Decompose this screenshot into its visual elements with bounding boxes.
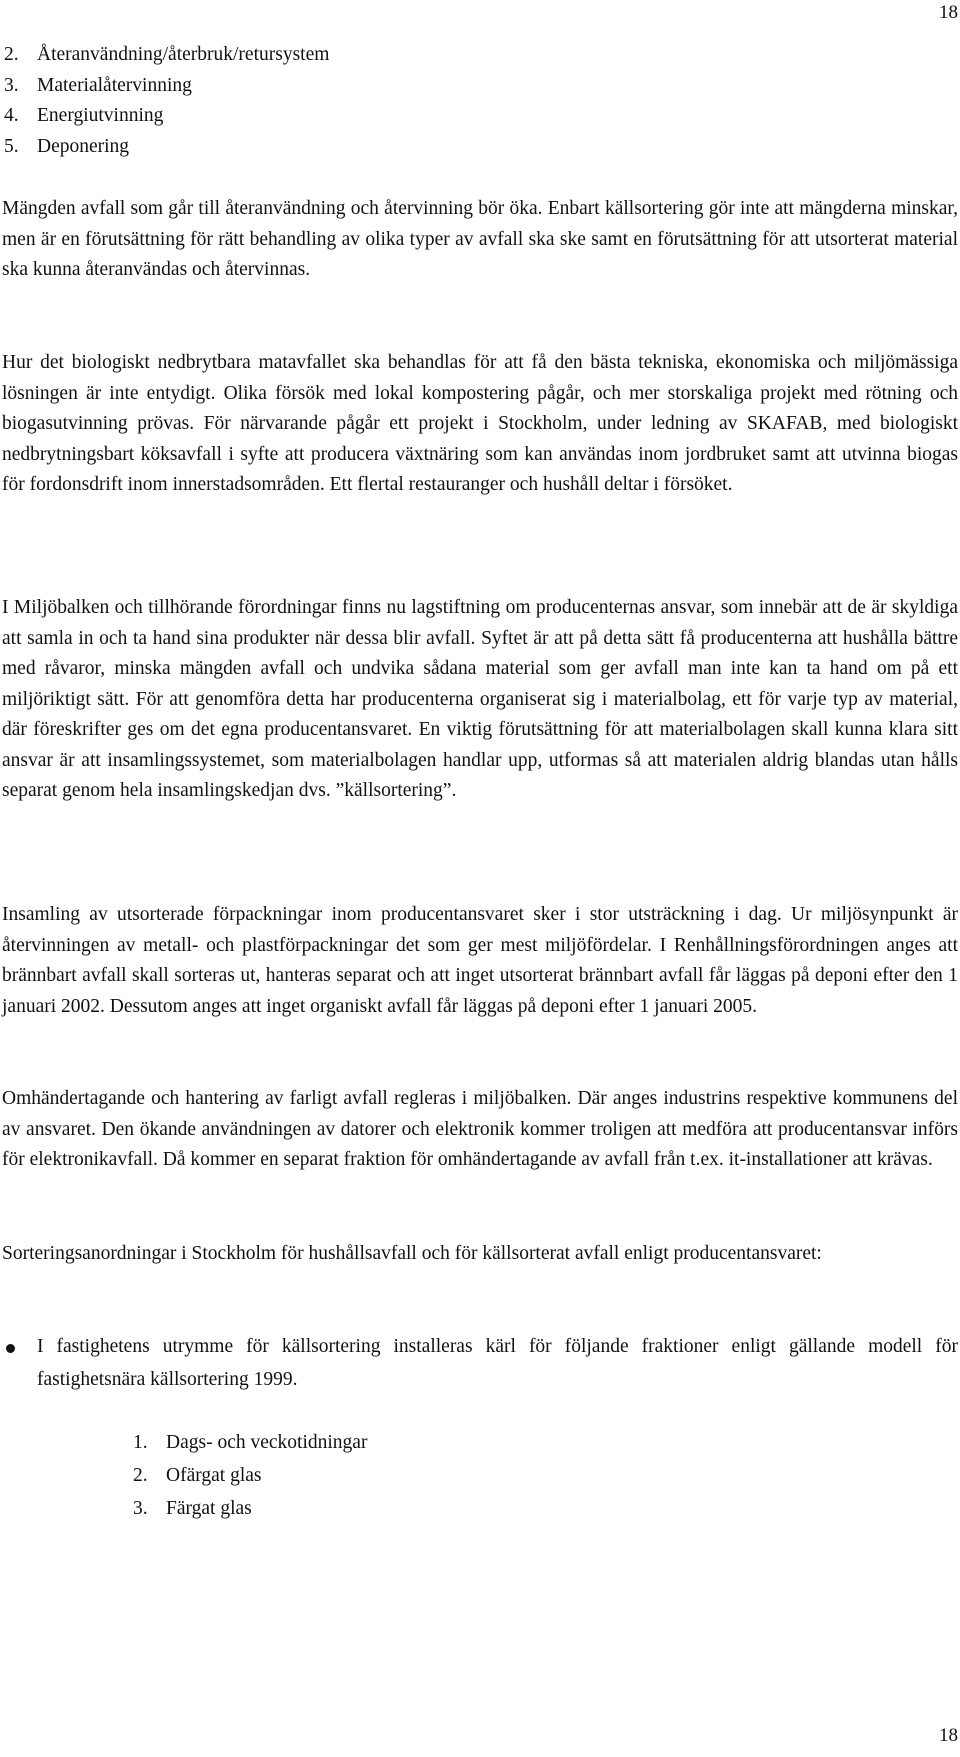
bullet-item (2, 1330, 958, 1396)
list-item-number: 2. (4, 44, 19, 65)
page-number-bottom: 18 (939, 1725, 958, 1746)
bullet-icon (6, 1344, 15, 1353)
list-item-text: Materialåtervinning (37, 74, 192, 96)
list-item-text: Deponering (37, 135, 130, 157)
paragraph-packaging-collection: Insamling av utsorterade förpackningar inom producentansvaret sker i stor utsträckning i dag. Ur miljösynpunkt är återvinningen av metall- och plastförpackningar det som ger mest miljöfördelar. I Renhållningsförordningen anges att brännbart avfall skall sorteras ut, hanteras separat och att inget utsorterat brännbart avfall får läggas på deponi efter den 1 januari 2002. Dessutom anges att inget organiskt avfall får läggas på deponi efter 1 januari 2005. (2, 904, 958, 1017)
paragraph-reuse: Mängden avfall som går till återanvändning och återvinning bör öka. Enbart källsortering gör inte att mängderna minskar, men är en förutsättning för rätt behandling av olika typer av avfall ska ske samt en förutsättning för att utsorterat material ska kunna återanvändas och återvinnas. (2, 198, 958, 280)
list-item (133, 1492, 367, 1525)
list-item-number: 1. (133, 1432, 148, 1453)
bullet-text: I fastighetens utrymme för källsortering installeras kärl för följande fraktioner enligt gällande modell för fastighetsnära källsortering 1999. (37, 1336, 958, 1390)
list-item (133, 1426, 367, 1459)
list-item (4, 101, 960, 132)
paragraph-producer-responsibility: I Miljöbalken och tillhörande förordningar finns nu lagstiftning om producenternas ansvar, som innebär att de är skyldiga att samla in och ta hand sina produkter när dessa blir avfall. Syftet är att på detta sätt få producenterna att hushålla bättre med råvaror, minska mängden avfall och undvika sådana material som ger avfall man inte kan ta hand om på ett miljöriktigt sätt. För att genomföra detta har producenterna organiserat sig i materialbolag, ett för varje typ av material, där föreskrifter ges om det egna producentansvaret. En viktig förutsättning för att materialbolagen skall kunna klara sitt ansvar är att insamlingssystemet, som materialbolagen handlar upp, utformas så att materialen aldrig blandas utan hålls separat genom hela insamlingskedjan dvs. ”källsortering”. (2, 597, 958, 801)
list-item-text: Energiutvinning (37, 105, 164, 126)
list-item-number: 5. (4, 135, 19, 157)
list-item-text: Dags- och veckotidningar (166, 1432, 368, 1453)
list-item (4, 71, 960, 102)
list-item (4, 40, 960, 71)
list-item (4, 132, 960, 163)
paragraph-food-waste: Hur det biologiskt nedbrytbara matavfallet ska behandlas för att få den bästa tekniska, ekonomiska och miljömässiga lösningen är inte entydigt. Olika försök med lokal kompostering pågår, och mer storskaliga projekt med rötning och biogasutvinning prövas. För närvarande pågår ett projekt i Stockholm, under ledning av SKAFAB, med biologiskt nedbrytningsbart köksavfall i syfte att producera växtnäring som kan användas inom jordbruket samt att utvinna biogas för fordonsdrift inom innerstadsområden. Ett flertal restauranger och hushåll deltar i försöket. (2, 352, 958, 495)
list-item-number: 4. (4, 105, 19, 126)
numbered-list-top (4, 40, 960, 162)
page-number-top: 18 (939, 2, 958, 23)
list-item-text: Ofärgat glas (166, 1465, 262, 1486)
list-item-text: Färgat glas (166, 1498, 252, 1519)
list-item-text: Återanvändning/återbruk/retursystem (37, 44, 330, 65)
list-item-number: 3. (4, 74, 19, 96)
paragraph-sorting-intro: Sorteringsanordningar i Stockholm för hushållsavfall och för källsorterat avfall enligt producentansvaret: (2, 1243, 822, 1264)
paragraph-hazardous-waste: Omhändertagande och hantering av farligt avfall regleras i miljöbalken. Där anges industrins respektive kommunens del av ansvaret. Den ökande användningen av datorer och elektronik kommer troligen att medföra att producentansvar införs för elektronikavfall. Då kommer en separat fraktion för omhändertagande av avfall från t.ex. it-installationer att krävas. (2, 1088, 958, 1170)
list-item-number: 3. (133, 1498, 148, 1519)
list-item-number: 2. (133, 1465, 148, 1486)
numbered-sub-list (133, 1426, 367, 1525)
list-item (133, 1459, 367, 1492)
